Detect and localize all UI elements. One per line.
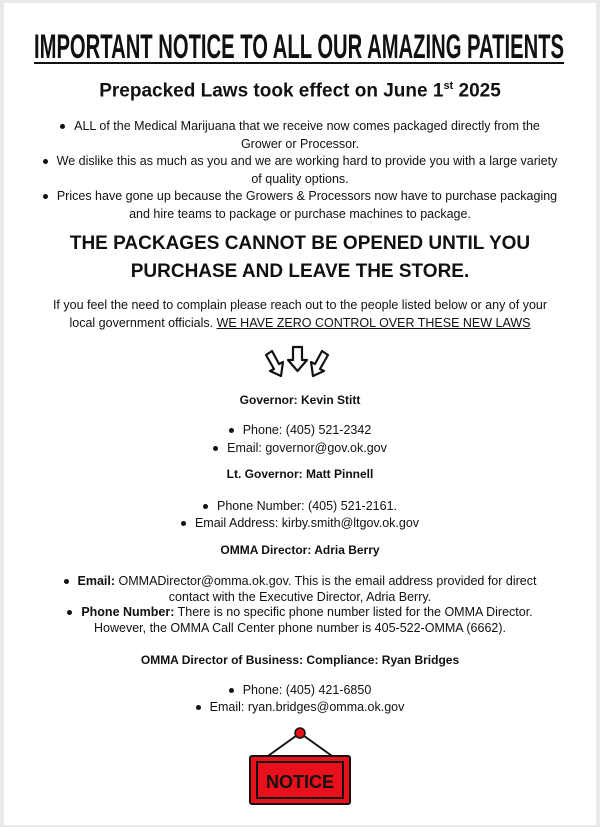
bullet-icon [196,705,201,710]
notice-sign-icon [249,725,351,807]
contact-item-row [14,573,586,605]
bullet-icon [67,610,72,615]
sign-text: NOTICE [265,772,335,792]
contact-heading: OMMA Director: Adria Berry [220,543,380,557]
contact-label: Phone Number: [81,605,175,619]
title-graphic [34,26,566,66]
subtitle-sup: st [443,80,454,92]
bullet-item [14,153,586,188]
contact-item [0,604,600,636]
contact-heading: OMMA Director of Business: Compliance: Ryan Bridges [140,653,460,667]
bullet-text: Prices have gone up because the Growers & Processors now have to purchase packaging [56,189,558,203]
contact-item [0,498,600,516]
contact-item-row [14,498,586,516]
bullet-icon [203,504,208,509]
down-arrows-icon [262,343,338,383]
warning-line: THE PACKAGES CANNOT BE OPENED UNTIL YOU [69,233,531,254]
contact-heading: Lt. Governor: Matt Pinnell [226,467,374,481]
contact-item-row [14,604,586,636]
bullet-text: Grower or Processor. [240,136,360,151]
complaint-text: local government officials. [69,316,217,330]
contact-value: kirby.smith@ltgov.ok.gov [278,516,420,530]
bullet-icon [181,521,186,526]
bullet-text: of quality options. [251,171,349,186]
complaint-paragraph [0,296,600,332]
contact-label: Email: [77,574,116,588]
contact-item-row [14,422,586,440]
bullet-icon [213,446,218,451]
bullet-icon [64,579,69,584]
warning-line: PURCHASE AND LEAVE THE STORE. [130,261,470,282]
contact-label: Email Address: [194,516,279,530]
contact-value: OMMADirector@omma.ok.gov. This is the email address provided for direct [115,574,537,588]
contact-item-row [14,440,586,458]
info-bullets [0,118,600,223]
bullet-item [14,118,586,153]
contact-item-row [14,515,586,533]
subtitle-text: Prepacked Laws took effect on June 1 [99,80,444,102]
contact-value: There is no specific phone number listed for the OMMA Director. [174,605,533,619]
contact-value: (405) 521-2161. [304,499,397,513]
contact-item [0,440,600,458]
contact-item [0,515,600,533]
subtitle-year: 2025 [453,80,501,102]
contact-value: governor@gov.ok.gov [261,441,387,455]
bullet-item [14,188,586,223]
contact-value: (405) 521-2342 [282,423,372,437]
contact-value-cont: contact with the Executive Director, Adria Berry. [168,590,432,604]
contact-item [0,682,600,700]
contact-label: Phone Number: [217,499,305,513]
complaint-emphasis: WE HAVE ZERO CONTROL OVER THESE NEW LAWS [216,316,531,330]
contact-label: Phone: [242,683,283,697]
contact-label: Email: [209,700,245,714]
contact-item [0,422,600,440]
bullet-icon [43,194,48,199]
arrow-icon [266,351,283,376]
bullet-icon [43,159,48,164]
contact-heading: Governor: Kevin Stitt [239,393,361,407]
contact-item [0,699,600,717]
bullet-icon [229,688,234,693]
bullet-icon [229,428,234,433]
contact-label: Phone: [242,423,283,437]
bullet-text: and hire teams to package or purchase machines to package. [129,206,471,221]
contact-item-row [14,682,586,700]
warning-heading [0,230,600,286]
bullet-icon [60,124,65,129]
bullet-text: ALL of the Medical Marijuana that we receive now comes packaged directly from the [74,119,540,133]
contact-value-cont: However, the OMMA Call Center phone number is 405-522-OMMA (6662). [94,621,506,635]
subtitle [0,80,600,102]
contact-label: Email: [227,441,262,455]
bullet-text: We dislike this as much as you and we are working hard to provide you with a large variety [56,154,558,168]
arrow-icon [288,347,307,371]
contact-value: ryan.bridges@omma.ok.gov [244,700,405,714]
contact-item-row [14,699,586,717]
contact-value: (405) 421-6850 [282,683,372,697]
complaint-text: If you feel the need to complain please reach out to the people listed below or any of your [52,298,548,312]
page-title [0,26,600,66]
title-text: IMPORTANT NOTICE TO ALL OUR AMAZING PATIENTS [34,28,564,66]
arrow-icon [311,351,328,376]
contact-item [0,573,600,605]
